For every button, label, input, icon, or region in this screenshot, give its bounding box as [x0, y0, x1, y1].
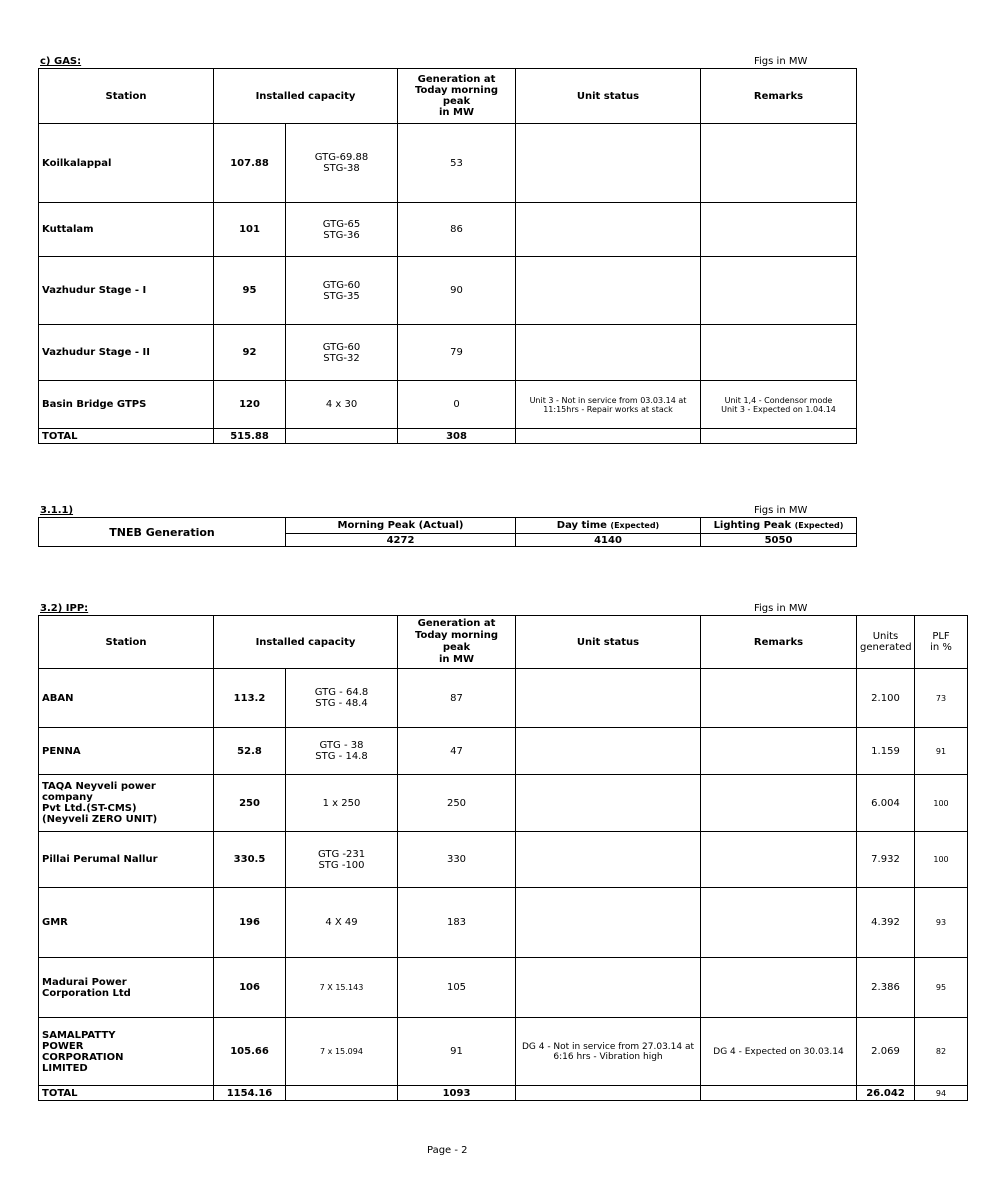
ipp-header-installed: Installed capacity [214, 616, 398, 669]
ipp-status [516, 775, 701, 832]
ipp-plf: 73 [915, 669, 968, 728]
ipp-figs-unit: Figs in MW [754, 603, 808, 614]
tneb-morning-label: Morning Peak (Actual) [286, 518, 516, 534]
tneb-morning-value: 4272 [286, 534, 516, 547]
gas-status [516, 257, 701, 325]
gas-capacity: 95 [214, 257, 286, 325]
ipp-plf: 100 [915, 775, 968, 832]
gas-status [516, 203, 701, 257]
gas-remarks [701, 203, 857, 257]
ipp-detail: 1 x 250 [286, 775, 398, 832]
ipp-remarks [701, 728, 857, 775]
ipp-total-plf: 94 [915, 1086, 968, 1101]
tneb-day-value: 4140 [516, 534, 701, 547]
gas-station: Basin Bridge GTPS [39, 381, 214, 429]
ipp-remarks [701, 888, 857, 958]
gas-remarks: Unit 1,4 - Condensor mode Unit 3 - Expected on 1.04.14 [701, 381, 857, 429]
ipp-header-station: Station [39, 616, 214, 669]
gas-total-empty [286, 429, 398, 444]
tneb-table [38, 517, 857, 547]
table-row [39, 1018, 968, 1086]
gas-remarks [701, 124, 857, 203]
ipp-total-units: 26.042 [857, 1086, 915, 1101]
ipp-plf: 91 [915, 728, 968, 775]
ipp-plf: 82 [915, 1018, 968, 1086]
ipp-total-empty [516, 1086, 701, 1101]
ipp-status: DG 4 - Not in service from 27.03.14 at 6:16 hrs - Vibration high [516, 1018, 701, 1086]
ipp-total-empty [286, 1086, 398, 1101]
gas-total-empty [701, 429, 857, 444]
ipp-header-units: Units generated [857, 616, 915, 669]
ipp-capacity: 52.8 [214, 728, 286, 775]
gas-header-unit-status: Unit status [516, 69, 701, 124]
ipp-capacity: 106 [214, 958, 286, 1018]
table-row [39, 325, 857, 381]
gas-detail: GTG-65 STG-36 [286, 203, 398, 257]
table-row [39, 124, 857, 203]
ipp-station: Madurai Power Corporation Ltd [39, 958, 214, 1018]
ipp-total-capacity: 1154.16 [214, 1086, 286, 1101]
ipp-detail: GTG - 64.8 STG - 48.4 [286, 669, 398, 728]
gas-capacity: 92 [214, 325, 286, 381]
ipp-units: 2.386 [857, 958, 915, 1018]
ipp-units: 7.932 [857, 832, 915, 888]
gas-figs-unit: Figs in MW [754, 56, 808, 67]
ipp-station: SAMALPATTY POWER CORPORATION LIMITED [39, 1018, 214, 1086]
gas-header-remarks: Remarks [701, 69, 857, 124]
tneb-section-title: 3.1.1) [40, 505, 74, 516]
tneb-figs-unit: Figs in MW [754, 505, 808, 516]
gas-table [38, 68, 857, 444]
page-number: Page - 2 [427, 1145, 468, 1156]
ipp-generation: 91 [398, 1018, 516, 1086]
table-row [39, 958, 968, 1018]
ipp-total-generation: 1093 [398, 1086, 516, 1101]
gas-total-generation: 308 [398, 429, 516, 444]
ipp-header-generation: Generation at Today morning peak in MW [398, 616, 516, 669]
ipp-detail: 7 x 15.094 [286, 1018, 398, 1086]
ipp-header-unit-status: Unit status [516, 616, 701, 669]
ipp-units: 2.069 [857, 1018, 915, 1086]
ipp-header-plf: PLF in % [915, 616, 968, 669]
gas-detail: GTG-60 STG-35 [286, 257, 398, 325]
table-row [39, 203, 857, 257]
gas-station: Vazhudur Stage - I [39, 257, 214, 325]
ipp-remarks [701, 775, 857, 832]
table-row [39, 775, 968, 832]
gas-capacity: 101 [214, 203, 286, 257]
ipp-capacity: 330.5 [214, 832, 286, 888]
gas-total-empty [516, 429, 701, 444]
ipp-detail: 4 X 49 [286, 888, 398, 958]
ipp-remarks [701, 669, 857, 728]
gas-generation: 53 [398, 124, 516, 203]
ipp-status [516, 728, 701, 775]
ipp-capacity: 113.2 [214, 669, 286, 728]
table-row [39, 669, 968, 728]
ipp-remarks: DG 4 - Expected on 30.03.14 [701, 1018, 857, 1086]
ipp-plf: 95 [915, 958, 968, 1018]
gas-remarks [701, 325, 857, 381]
ipp-header-remarks: Remarks [701, 616, 857, 669]
ipp-total-label: TOTAL [39, 1086, 214, 1101]
gas-status [516, 325, 701, 381]
tneb-day-cell [516, 518, 701, 534]
ipp-station: Pillai Perumal Nallur [39, 832, 214, 888]
ipp-generation: 330 [398, 832, 516, 888]
ipp-status [516, 832, 701, 888]
ipp-units: 1.159 [857, 728, 915, 775]
ipp-status [516, 958, 701, 1018]
gas-detail: 4 x 30 [286, 381, 398, 429]
gas-status [516, 124, 701, 203]
gas-header-generation: Generation at Today morning peak in MW [398, 69, 516, 124]
gas-status: Unit 3 - Not in service from 03.03.14 at 11:15hrs - Repair works at stack [516, 381, 701, 429]
ipp-units: 4.392 [857, 888, 915, 958]
gas-generation: 79 [398, 325, 516, 381]
gas-generation: 90 [398, 257, 516, 325]
ipp-station: PENNA [39, 728, 214, 775]
gas-header-installed: Installed capacity [214, 69, 398, 124]
table-row [39, 257, 857, 325]
gas-station: Koilkalappal [39, 124, 214, 203]
table-row [39, 832, 968, 888]
ipp-generation: 250 [398, 775, 516, 832]
gas-total-capacity: 515.88 [214, 429, 286, 444]
gas-generation: 0 [398, 381, 516, 429]
tneb-day-sub: (Expected) [610, 521, 660, 530]
gas-detail: GTG-60 STG-32 [286, 325, 398, 381]
gas-capacity: 107.88 [214, 124, 286, 203]
gas-total-label: TOTAL [39, 429, 214, 444]
ipp-section-title: 3.2) IPP: [40, 603, 89, 614]
ipp-detail: GTG -231 STG -100 [286, 832, 398, 888]
gas-total-row [39, 429, 857, 444]
ipp-capacity: 250 [214, 775, 286, 832]
ipp-status [516, 669, 701, 728]
ipp-capacity: 196 [214, 888, 286, 958]
ipp-remarks [701, 832, 857, 888]
ipp-units: 2.100 [857, 669, 915, 728]
ipp-status [516, 888, 701, 958]
ipp-generation: 87 [398, 669, 516, 728]
tneb-lighting-sub: (Expected) [794, 521, 844, 530]
ipp-station: TAQA Neyveli power company Pvt Ltd.(ST-CMS) (Neyveli ZERO UNIT) [39, 775, 214, 832]
ipp-generation: 183 [398, 888, 516, 958]
gas-station: Vazhudur Stage - II [39, 325, 214, 381]
ipp-station: ABAN [39, 669, 214, 728]
ipp-plf: 100 [915, 832, 968, 888]
tneb-lighting-cell [701, 518, 857, 534]
ipp-station: GMR [39, 888, 214, 958]
ipp-detail: 7 X 15.143 [286, 958, 398, 1018]
ipp-plf: 93 [915, 888, 968, 958]
table-row [39, 888, 968, 958]
ipp-remarks [701, 958, 857, 1018]
tneb-lighting-label: Lighting Peak [713, 520, 792, 531]
gas-detail: GTG-69.88 STG-38 [286, 124, 398, 203]
tneb-lighting-value: 5050 [701, 534, 857, 547]
ipp-detail: GTG - 38 STG - 14.8 [286, 728, 398, 775]
gas-generation: 86 [398, 203, 516, 257]
gas-capacity: 120 [214, 381, 286, 429]
ipp-generation: 47 [398, 728, 516, 775]
tneb-label: TNEB Generation [39, 518, 286, 547]
ipp-capacity: 105.66 [214, 1018, 286, 1086]
ipp-total-empty [701, 1086, 857, 1101]
gas-header-station: Station [39, 69, 214, 124]
ipp-table [38, 615, 968, 1101]
gas-remarks [701, 257, 857, 325]
ipp-units: 6.004 [857, 775, 915, 832]
tneb-day-label: Day time [556, 520, 607, 531]
table-row [39, 728, 968, 775]
gas-station: Kuttalam [39, 203, 214, 257]
ipp-total-row [39, 1086, 968, 1101]
gas-section-title: c) GAS: [40, 56, 82, 67]
ipp-generation: 105 [398, 958, 516, 1018]
table-row [39, 381, 857, 429]
